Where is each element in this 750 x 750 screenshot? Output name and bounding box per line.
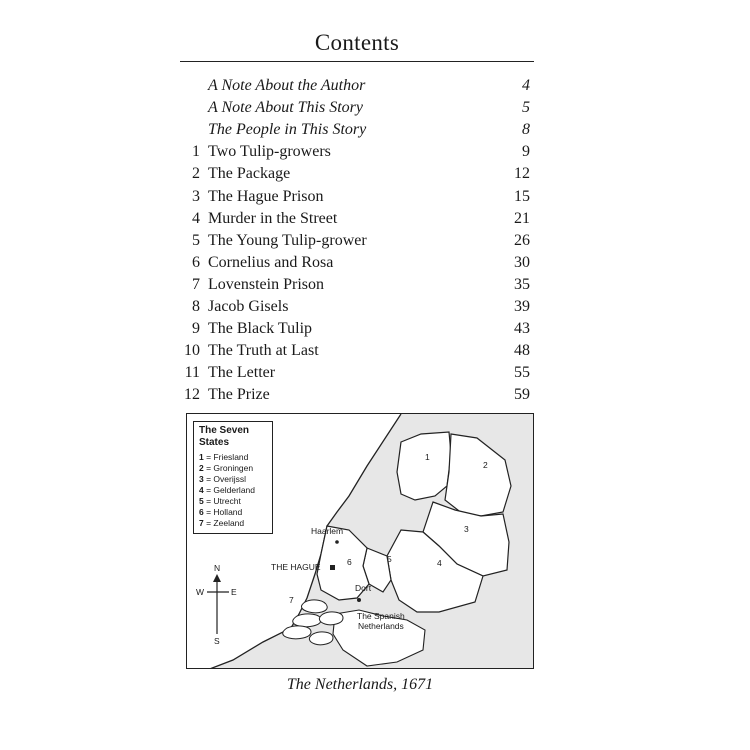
legend-item-number: 6: [199, 507, 204, 517]
map-caption: The Netherlands, 1671: [286, 676, 434, 693]
toc-row: [0, 384, 750, 406]
toc-row: [0, 163, 750, 185]
toc-chapter-title: A Note About This Story: [208, 99, 363, 117]
toc-row: [0, 318, 750, 340]
legend-item-name: Overijssl: [213, 474, 247, 484]
legend-item-name: Holland: [213, 507, 243, 517]
label-haarlem: Haarlem: [311, 526, 344, 536]
province-zeeland-island-3: [283, 626, 311, 639]
legend-item-number: 1: [199, 452, 204, 462]
legend-item: [199, 507, 267, 518]
legend-item: [199, 518, 267, 529]
the-hague-marker: [330, 565, 335, 570]
legend-equals-sign: =: [203, 474, 214, 484]
toc-page-number: 35: [514, 275, 530, 293]
legend-equals-sign: =: [203, 496, 214, 506]
province-friesland: [397, 432, 451, 500]
region-number-4: 4: [437, 558, 442, 568]
toc-page-number: 39: [514, 298, 530, 315]
legend-equals-sign: =: [203, 485, 214, 495]
dort-marker: [357, 598, 361, 602]
toc-chapter-number: 8: [192, 298, 200, 315]
page-title: Contents: [314, 30, 400, 55]
toc-chapter-title: Two Tulip-growers: [208, 143, 331, 161]
toc-page-number: 15: [514, 187, 530, 205]
toc-chapter-number: 6: [192, 253, 200, 271]
toc-chapter-title: The Package: [208, 165, 291, 183]
region-number-5: 5: [387, 554, 392, 564]
toc-row: [0, 186, 750, 208]
province-zeeland-island-5: [309, 632, 333, 645]
legend-equals-sign: =: [203, 507, 214, 517]
compass-north-label: N: [214, 563, 221, 573]
toc-chapter-number: 12: [184, 386, 200, 404]
legend-item-name: Gelderland: [213, 485, 256, 495]
toc-chapter-number: 5: [192, 231, 200, 249]
toc-row: [0, 362, 750, 384]
title-rule: [180, 61, 534, 62]
legend-item: [199, 452, 267, 463]
toc-chapter-number: 10: [184, 342, 200, 360]
toc-page-number: 5: [522, 99, 530, 117]
map-legend: [193, 421, 273, 534]
toc-row: [0, 252, 750, 274]
region-number-2: 2: [483, 460, 488, 470]
legend-item: [199, 485, 267, 496]
toc-chapter-title: The Truth at Last: [208, 342, 319, 360]
legend-item-number: 7: [199, 518, 204, 528]
toc-row: [0, 208, 750, 230]
region-number-6: 6: [347, 557, 352, 567]
province-zeeland-island-2: [293, 614, 321, 627]
toc-page-number: 4: [522, 77, 530, 94]
toc-chapter-number: 9: [192, 320, 200, 338]
legend-item-number: 2: [199, 463, 204, 473]
legend-item-number: 5: [199, 496, 204, 506]
toc-chapter-title: The Hague Prison: [208, 187, 324, 205]
haarlem-marker: [335, 540, 339, 544]
toc-chapter-number: 4: [192, 209, 200, 227]
toc-row: [0, 230, 750, 252]
region-number-1: 1: [425, 452, 430, 462]
map-figure: [186, 413, 534, 669]
legend-item-name: Utrecht: [213, 496, 241, 506]
toc-chapter-title: Murder in the Street: [208, 209, 338, 227]
toc-chapter-title: The Young Tulip-grower: [208, 231, 367, 249]
legend-item-number: 4: [199, 485, 204, 495]
toc-page-number: 30: [514, 253, 530, 271]
toc-page-number: 12: [514, 165, 530, 183]
toc-chapter-title: Cornelius and Rosa: [208, 253, 334, 271]
province-zeeland-island-1: [302, 600, 328, 613]
toc-chapter-title: Lovenstein Prison: [208, 275, 324, 293]
compass-east-label: E: [231, 587, 237, 597]
toc-row: [0, 274, 750, 296]
toc-chapter-number: 1: [192, 143, 200, 161]
toc-row: [0, 97, 750, 119]
toc-chapter-number: 2: [192, 165, 200, 183]
toc-chapter-title: Jacob Gisels: [208, 298, 289, 315]
legend-item-name: Zeeland: [213, 518, 245, 528]
legend-equals-sign: =: [203, 452, 214, 462]
province-zeeland-island-4: [319, 612, 343, 625]
toc-page-number: 9: [522, 143, 530, 161]
region-number-3: 3: [464, 524, 469, 534]
compass-west-label: W: [196, 587, 205, 597]
toc-chapter-title: The People in This Story: [208, 121, 367, 139]
legend-equals-sign: =: [203, 463, 214, 473]
compass-south-label: S: [214, 636, 220, 646]
region-number-7: 7: [289, 595, 294, 605]
toc-chapter-number: 3: [192, 187, 200, 205]
toc-chapter-number: 7: [192, 275, 200, 293]
toc-row: [0, 75, 750, 97]
label-spanish-netherlands: The Spanish Netherlands: [357, 611, 405, 631]
toc-chapter-title: The Prize: [208, 386, 270, 404]
toc-page-number: 8: [522, 121, 530, 139]
toc-row: [0, 296, 750, 318]
legend-item-name: Friesland: [213, 452, 249, 462]
toc-chapter-number: 11: [184, 364, 200, 382]
toc-chapter-title: The Black Tulip: [208, 320, 313, 338]
legend-title: The Seven States: [199, 425, 250, 448]
legend-item-name: Groningen: [213, 463, 254, 473]
legend-equals-sign: =: [203, 518, 214, 528]
toc-row: [0, 119, 750, 141]
legend-item: [199, 463, 267, 474]
label-the-hague: THE HAGUE: [271, 562, 321, 572]
toc-row: [0, 141, 750, 163]
toc-page-number: 26: [514, 231, 530, 249]
toc-page-number: 43: [514, 320, 530, 338]
label-dort: Dort: [355, 583, 372, 593]
toc-page-number: 21: [514, 209, 530, 227]
toc-row: [0, 340, 750, 362]
toc-chapter-title: A Note About the Author: [208, 77, 366, 94]
toc-chapter-title: The Letter: [208, 364, 276, 382]
toc-page-number: 48: [514, 342, 530, 360]
legend-items: [199, 452, 267, 529]
toc-page-number: 59: [514, 386, 530, 404]
legend-item: [199, 496, 267, 507]
toc-page-number: 55: [514, 364, 530, 382]
legend-item: [199, 474, 267, 485]
legend-item-number: 3: [199, 474, 204, 484]
